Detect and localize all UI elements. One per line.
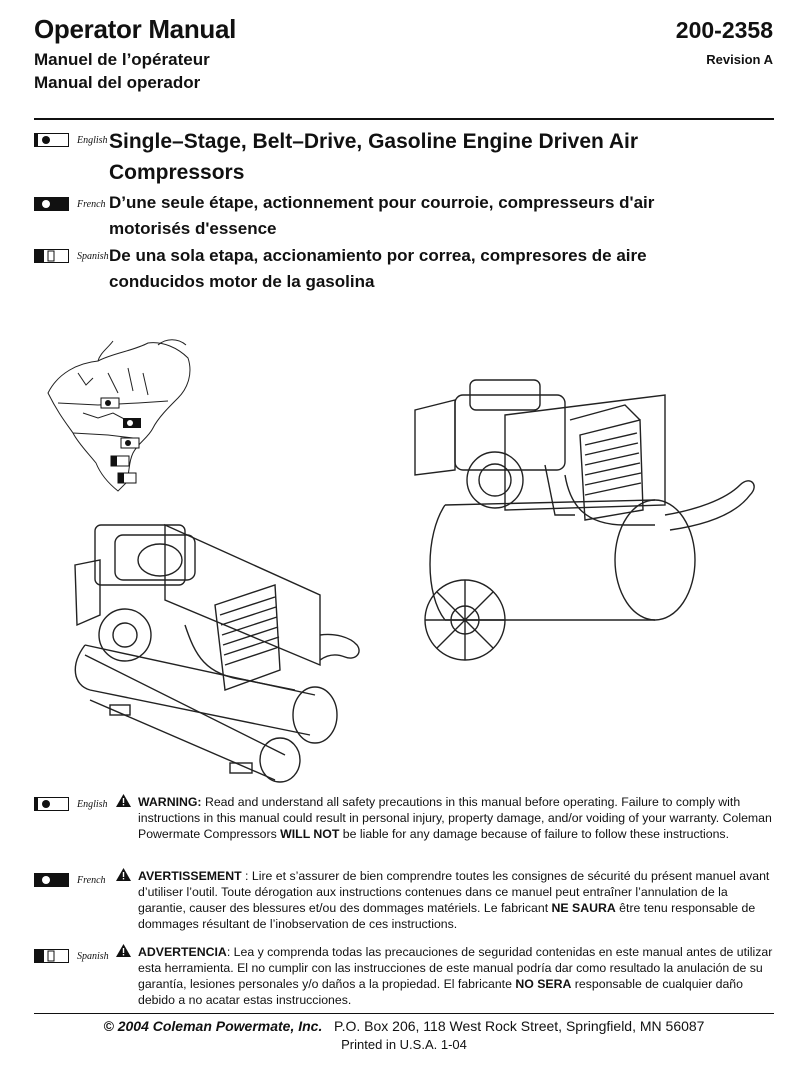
- document-number: 200-2358: [675, 17, 773, 43]
- language-flag-icon: [34, 797, 74, 811]
- title-es-line1: De una sola etapa, accionamiento por correa, compresores de aire: [109, 246, 647, 265]
- address: P.O. Box 206, 118 West Rock Street, Springfield, MN 56087: [334, 1018, 705, 1034]
- language-flag-icon: [34, 873, 74, 887]
- warning-label: ADVERTENCIA: [138, 945, 227, 959]
- air-compressor-illustration: [65, 505, 375, 790]
- flag-english: [34, 133, 108, 147]
- manual-title-es: Manual del operador: [34, 73, 201, 92]
- warning-fr: [138, 868, 774, 932]
- warning-label: WARNING:: [138, 795, 202, 809]
- warning-body: : Lire et s’assurer de bien comprendre toutes les consignes de sécurité du présent manuel avant d’utiliser l’outil. Toute dérogation aux instructions contenues dans ce manuel peut entraîner l’annulation de la garantie, causer des blessures et/ou des dommages matériels. Le fabricant: [138, 869, 770, 915]
- flag-label: French: [77, 874, 106, 886]
- flag-english: [34, 797, 108, 811]
- warning-emphasis: WILL NOT: [280, 827, 340, 841]
- title-en-line1: Single–Stage, Belt–Drive, Gasoline Engine Driven Air: [109, 130, 639, 153]
- title-es-line2: conducidos motor de la gasolina: [109, 272, 375, 291]
- flag-label: Spanish: [77, 950, 109, 962]
- north-america-map: [38, 333, 203, 493]
- warning-body: Read and understand all safety precautions in this manual before operating. Failure to comply with instructions in this manual could result in personal injury, property damage, and/or voiding of your warranty. Coleman Powermate Compressors: [138, 795, 772, 841]
- warning-triangle-icon: [115, 943, 132, 958]
- warning-es: [138, 944, 774, 1008]
- warning-label: AVERTISSEMENT: [138, 869, 242, 883]
- footer-line1: [34, 1018, 774, 1034]
- warning-triangle-icon: [115, 867, 132, 882]
- title-en-line2: Compressors: [109, 161, 245, 184]
- flag-label: French: [77, 198, 106, 210]
- flag-french: [34, 197, 106, 211]
- flag-label: Spanish: [77, 250, 109, 262]
- language-flag-icon: [34, 249, 74, 263]
- title-fr-line1: D’une seule étape, actionnement pour courroie, compresseurs d'air: [109, 193, 655, 212]
- footer-rule: [34, 1013, 774, 1014]
- copyright: © 2004 Coleman Powermate, Inc.: [103, 1018, 323, 1034]
- manual-title-fr: Manuel de l’opérateur: [34, 50, 210, 69]
- warning-en: [138, 794, 774, 842]
- language-flag-icon: [34, 133, 74, 147]
- flag-label: English: [77, 134, 108, 146]
- warning-emphasis: NO SERA: [515, 977, 572, 991]
- printed-line: Printed in U.S.A. 1-04: [341, 1037, 467, 1052]
- flag-french: [34, 873, 106, 887]
- warning-body: responsable de cualquier daño debido a no acatar estas instrucciones.: [138, 977, 743, 1007]
- language-flag-icon: [34, 949, 74, 963]
- language-flag-icon: [34, 197, 74, 211]
- flag-spanish: [34, 249, 109, 263]
- flag-spanish: [34, 949, 109, 963]
- title-fr-line2: motorisés d'essence: [109, 219, 277, 238]
- warning-body: : Lea y comprenda todas las precauciones de seguridad contenidas en este manual antes de utilizar esta herramienta. El no cumplir con las instrucciones de este manual podría dar como resultado la anulación de su garantía, lesiones personales y/o daños a la propiedad. El fabricante: [138, 945, 773, 991]
- manual-title-en: Operator Manual: [34, 14, 237, 44]
- warning-triangle-icon: [115, 793, 132, 808]
- revision: Revision A: [706, 52, 773, 67]
- warning-emphasis: NE SAURA: [551, 901, 616, 915]
- air-compressor-illustration: [395, 375, 775, 675]
- flag-label: English: [77, 798, 108, 810]
- header-rule: [34, 118, 774, 120]
- warning-body: be liable for any damage because of failure to follow these instructions.: [339, 827, 729, 841]
- warning-body: être tenu responsable de dommages résultant de l’inobservation de ces instructions.: [138, 901, 756, 931]
